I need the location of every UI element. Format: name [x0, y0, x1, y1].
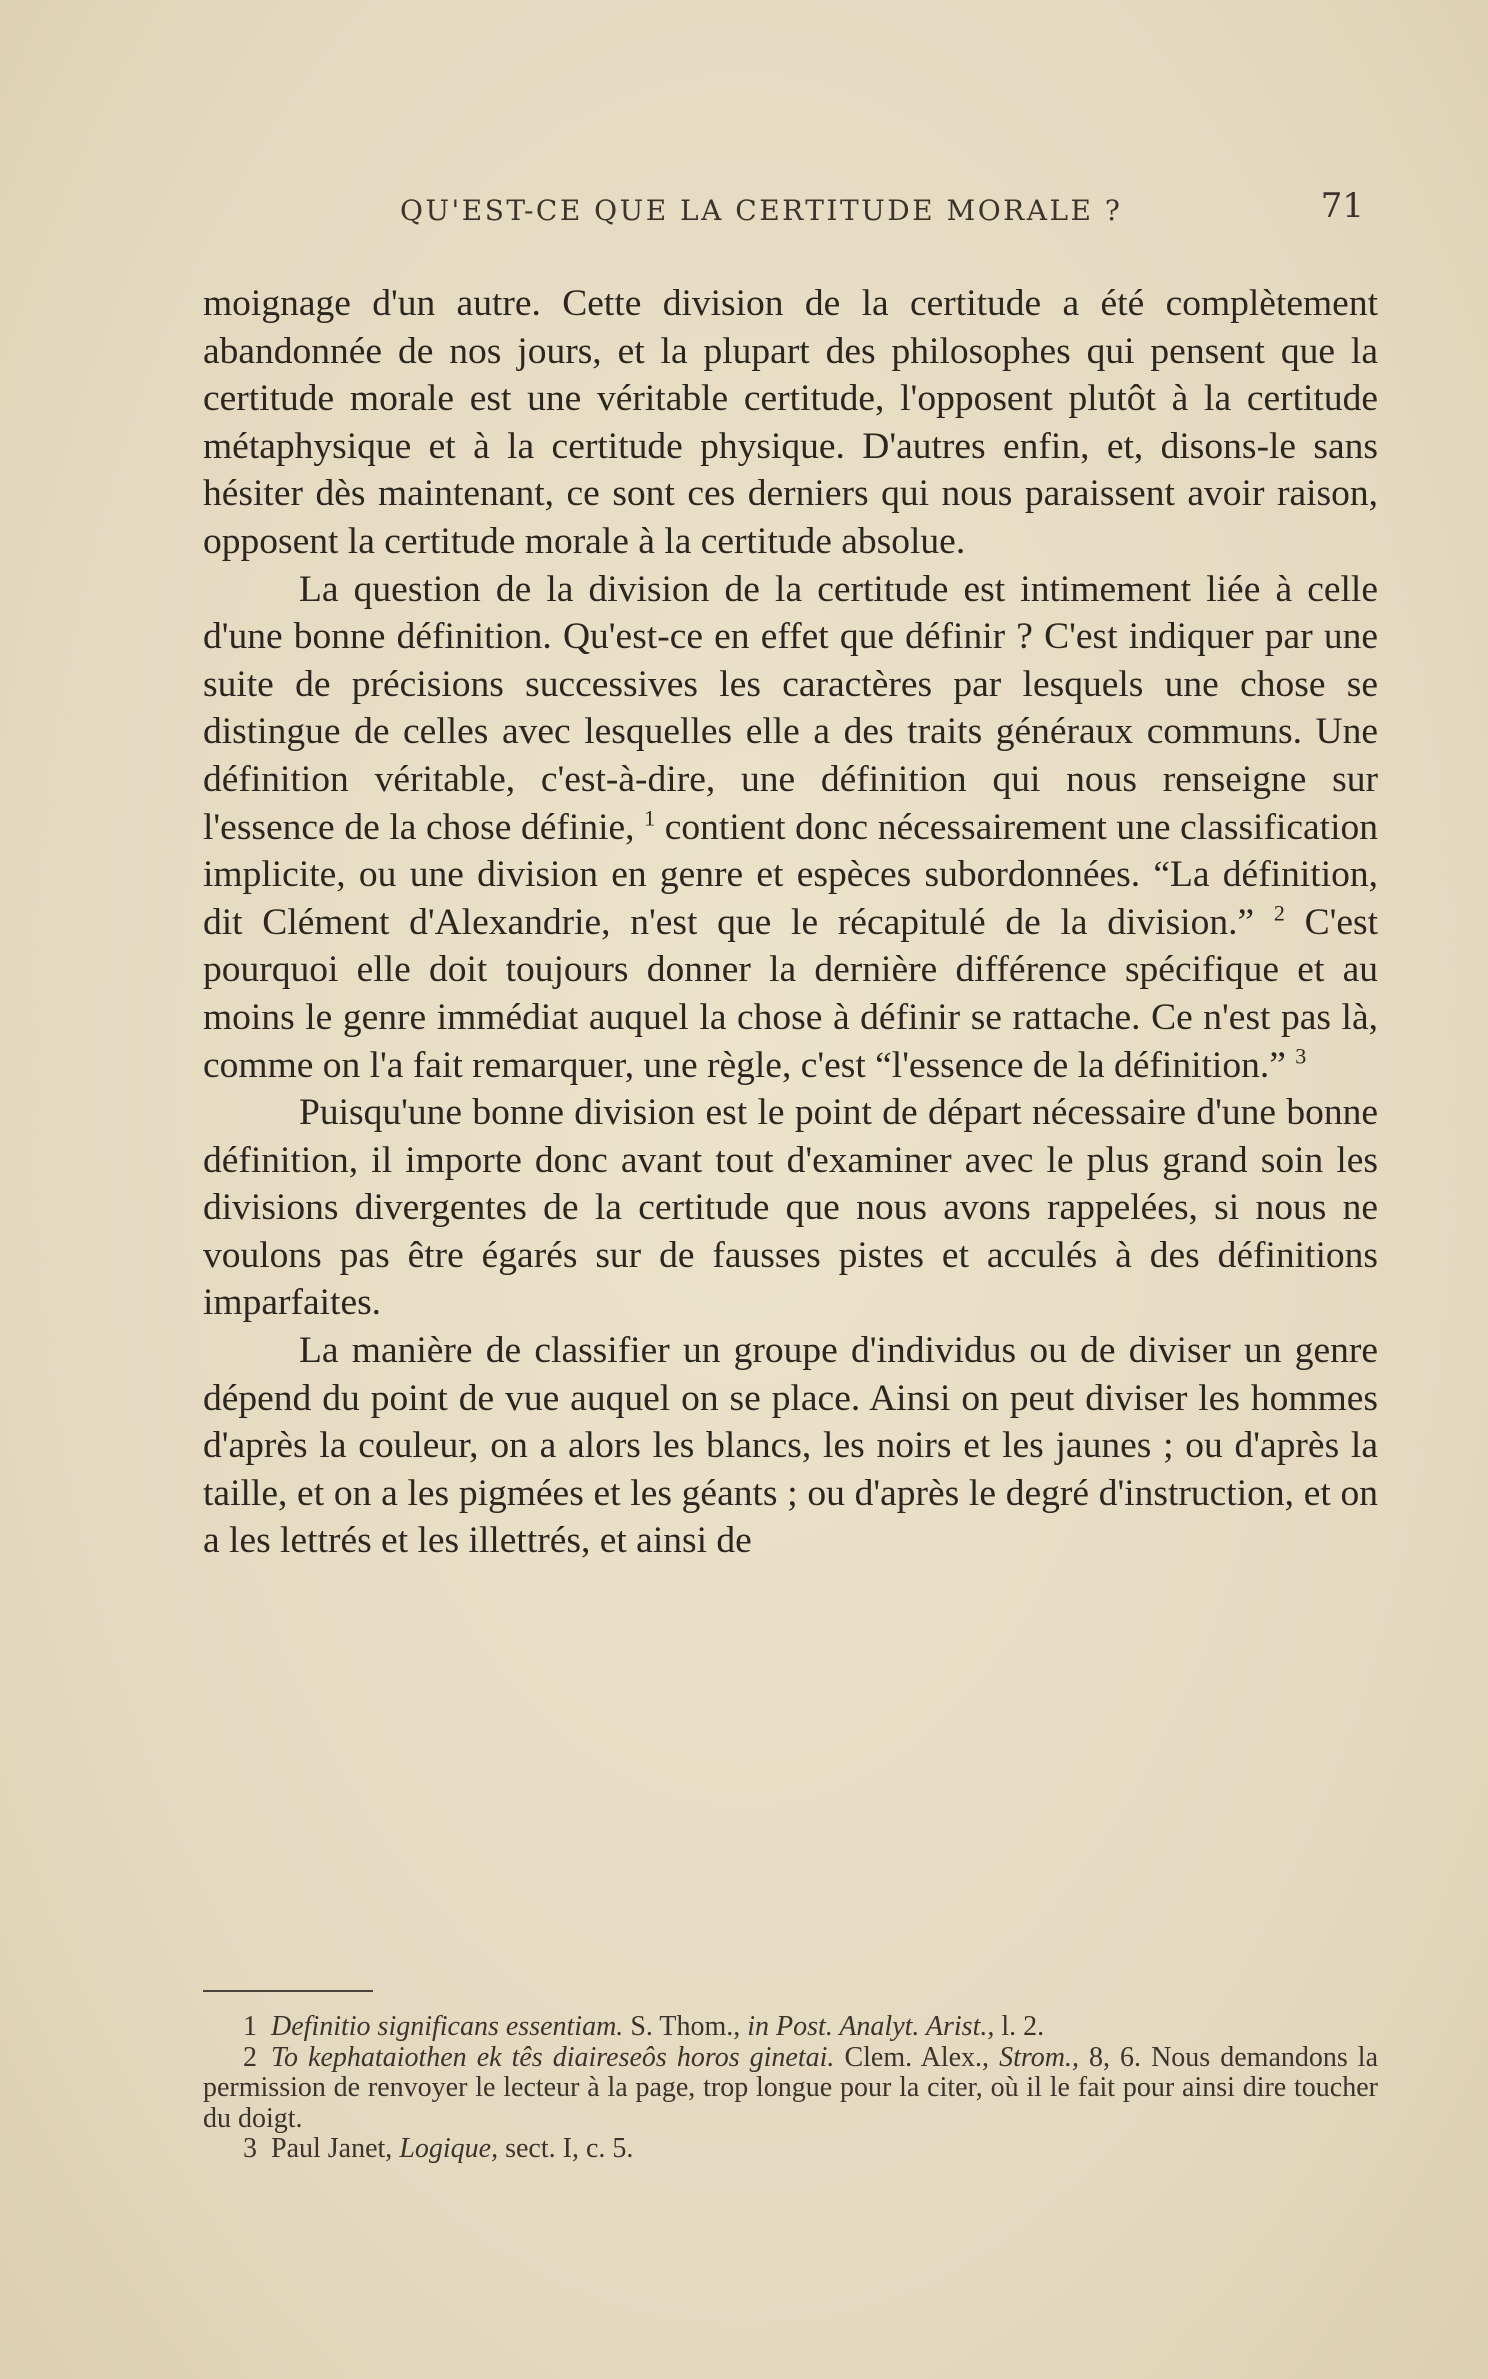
footnote-plain: Paul Janet,	[271, 2133, 400, 2164]
footnote-italic-2: Strom.,	[999, 2041, 1079, 2073]
footnote-ref-1: 1	[644, 805, 656, 831]
footnote-ref-3: 3	[1295, 1043, 1307, 1068]
page-number: 71	[1320, 186, 1364, 226]
running-head-title: QU'EST-CE QUE LA CERTITUDE MORALE ?	[400, 194, 1123, 227]
footnote-italic-2: Logique,	[399, 2133, 499, 2164]
paragraph-3: Puisqu'une bonne division est le point de départ nécessaire d'une bonne définition, il importe donc avant tout d'examiner avec le plus grand soin les divisions divergentes de la certitude que nous avons rappelées, si nous ne voulons pas être égarés sur de fausses pistes et acculés à des définitions imparfaites.	[203, 1092, 1378, 1324]
footnote-italic-2: in Post. Analyt. Arist.,	[747, 2011, 995, 2042]
footnote-rule	[203, 1990, 373, 1992]
footnote-plain-2: sect. I, c. 5.	[498, 2133, 634, 2164]
footnote-number: 2	[243, 2041, 257, 2073]
footnote-2	[203, 2043, 1378, 2135]
footnote-plain-2: l. 2.	[994, 2011, 1045, 2042]
footnote-1	[203, 2012, 1378, 2043]
footnote-3	[203, 2134, 1378, 2165]
paragraph-2-part-2: contient donc nécessairement une classification implicite, ou une division en genre et espèces subordonnées. “La définition, dit Clément d'Alexandrie, n'est que le récapitulé de la division.”	[203, 806, 1378, 943]
footnote-number: 3	[243, 2133, 257, 2164]
paragraph-2-part-1: La question de la division de la certitude est intimement liée à celle d'une bonne définition. Qu'est-ce en effet que définir ? C'est indiquer par une suite de précisions successives les caractères par lesquels une chose se distingue de celles avec lesquelles elle a des traits généraux communs. Une définition véritable, c'est-à-dire, une définition qui nous renseigne sur l'essence de la chose définie,	[203, 568, 1378, 848]
paragraph-2	[203, 566, 1378, 1090]
body-text	[203, 280, 1378, 1565]
paragraph-4: La manière de classifier un groupe d'individus ou de diviser un genre dépend du point de vue auquel on se place. Ainsi on peut diviser les hommes d'après la couleur, on a alors les blancs, les noirs et les jaunes ; ou d'après la taille, et on a les pigmées et les géants ; ou d'après le degré d'instruction, et on a les lettrés et les illettrés, et ainsi de	[203, 1330, 1378, 1562]
footnote-italic: To kephataiothen ek tês diaireseôs horos ginetai.	[271, 2041, 835, 2073]
footnote-number: 1	[243, 2011, 257, 2042]
running-head	[200, 186, 1376, 236]
footnote-plain-2: 8, 6. Nous demandons la permission de renvoyer le lecteur à la page, trop longue pour la citer, où il le fait pour ainsi dire toucher du doigt.	[203, 2041, 1379, 2134]
footnotes	[203, 2012, 1378, 2165]
footnote-italic: Definitio significans essentiam.	[271, 2011, 624, 2042]
paragraph-1: moignage d'un autre. Cette division de la certitude a été complètement abandonnée de nos jours, et la plupart des philosophes qui pensent que la certitude morale est une véritable certitude, l'opposent plutôt à la certitude métaphysique et à la certitude physique. D'autres enfin, et, disons-le sans hésiter dès maintenant, ce sont ces derniers qui nous paraissent avoir raison, opposent la certitude morale à la certitude absolue.	[203, 283, 1378, 562]
footnote-ref-2: 2	[1273, 900, 1285, 926]
footnote-plain: Clem. Alex.,	[834, 2041, 1000, 2073]
footnote-plain: S. Thom.,	[623, 2011, 748, 2042]
paragraph-2-part-3: C'est pourquoi elle doit toujours donner la dernière différence spécifique et au moins le genre immédiat auquel la chose à définir se rattache. Ce n'est pas là, comme on l'a fait remarquer, une règle, c'est “l'essence de la définition.”	[203, 901, 1379, 1086]
